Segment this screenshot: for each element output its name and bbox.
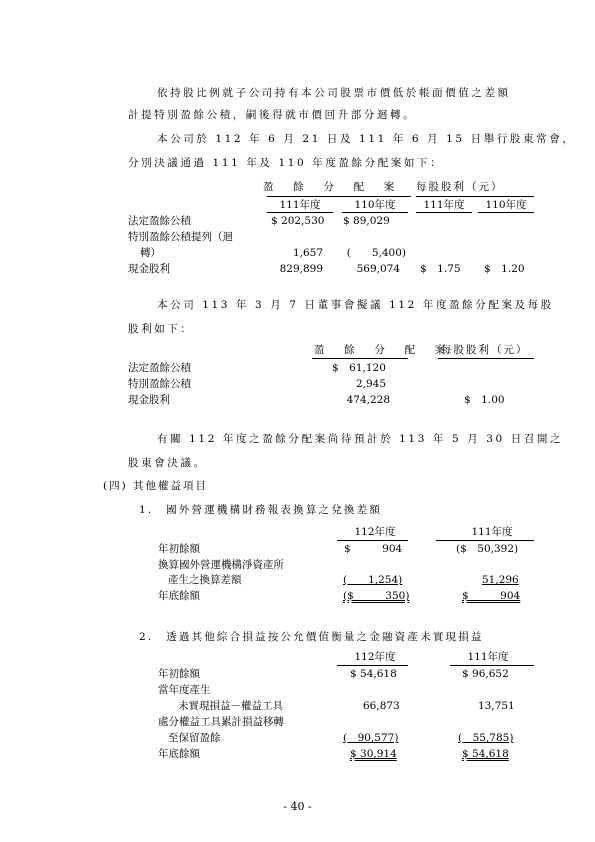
t1-col-div-110: 110年度 bbox=[485, 199, 527, 211]
t1-col-rule-c bbox=[416, 212, 472, 213]
sub2-row5-b: ( 55,785) bbox=[458, 732, 514, 744]
t2-header-rule-right bbox=[438, 358, 534, 359]
sub2-col-rule-b bbox=[450, 665, 534, 666]
sub2-row4-label: 處分權益工具累計損益移轉 bbox=[158, 716, 284, 728]
t1-header-rule-left bbox=[267, 196, 411, 197]
t2-r2-b: $ 1.00 bbox=[464, 394, 505, 406]
sub2-row5-a: ( 90,577) bbox=[343, 732, 399, 744]
t1-col-rule-a bbox=[267, 212, 333, 213]
para2-line2: 分別決議通過 111 年及 110 年度盈餘分配案如下： bbox=[128, 157, 444, 169]
sub1-row1-b: ($ 50,392) bbox=[456, 543, 519, 555]
sub2-row6-b: $ 54,618 bbox=[462, 748, 509, 760]
t1-header-dividend: 每股股利（元） bbox=[416, 181, 504, 193]
sub1-heading: 1. 國外營運機構財務報表換算之兌換差額 bbox=[139, 504, 383, 516]
t1-r3-a: 829,899 bbox=[279, 263, 323, 275]
t2-r2-a: 474,228 bbox=[346, 394, 390, 406]
sub2-row3-b: 13,751 bbox=[478, 700, 515, 712]
t1-header-rule-right bbox=[416, 196, 534, 197]
sub1-row4-label: 年底餘額 bbox=[158, 590, 200, 602]
para4-line2: 股東會決議。 bbox=[128, 457, 207, 469]
t1-r0-a: $ 202,530 bbox=[271, 215, 325, 227]
sub1-col-rule-a bbox=[337, 540, 408, 541]
t2-header-rule-left bbox=[312, 358, 408, 359]
t2-header-dividend: 每股股利（元） bbox=[441, 344, 529, 356]
sub1-row4-a: ($ 350) bbox=[343, 590, 410, 602]
t2-r1-a: 2,945 bbox=[355, 378, 386, 390]
t1-col-111: 111年度 bbox=[279, 199, 321, 211]
sub2-row3-a: 66,873 bbox=[363, 700, 400, 712]
sub2-row2-label: 當年度產生 bbox=[158, 684, 211, 696]
sub1-row3-b: 51,296 bbox=[482, 574, 519, 586]
sub1-row1-label: 年初餘額 bbox=[158, 543, 200, 555]
table-row-label: 法定盈餘公積 bbox=[128, 362, 191, 374]
sub2-col-111: 111年度 bbox=[467, 651, 509, 663]
sub1-col-rule-b bbox=[436, 540, 534, 541]
sub2-col-rule-a bbox=[337, 665, 408, 666]
t1-col-110: 110年度 bbox=[354, 199, 396, 211]
t1-r3-b: 569,074 bbox=[356, 263, 400, 275]
sub1-row4-b: $ 904 bbox=[462, 590, 521, 602]
sub1-row1-a: $ 904 bbox=[344, 543, 403, 555]
table-row-label: 特別盈餘公積提列（迴 bbox=[128, 231, 233, 243]
page-number: - 40 - bbox=[283, 800, 312, 813]
t1-col-rule-b bbox=[342, 212, 408, 213]
sub2-heading: 2. 透過其他綜合損益按公允價值衡量之金融資產未實現損益 bbox=[139, 631, 484, 643]
t1-col-div-111: 111年度 bbox=[423, 199, 465, 211]
t2-header-distribution: 盈 餘 分 配 案 bbox=[314, 344, 450, 356]
t1-r3-c: $ 1.75 bbox=[420, 263, 461, 275]
sub2-row1-a: $ 54,618 bbox=[350, 668, 397, 680]
sub2-row5-label: 至保留盈餘 bbox=[168, 732, 221, 744]
t1-header-distribution: 盈 餘 分 配 案 bbox=[263, 181, 399, 193]
table-row-label: 轉） bbox=[140, 247, 161, 259]
sub2-row6-a: $ 30,914 bbox=[350, 748, 397, 760]
table-row-label: 特別盈餘公積 bbox=[128, 378, 191, 390]
t1-col-rule-d bbox=[478, 212, 534, 213]
table-row-label: 現金股利 bbox=[128, 263, 170, 275]
para3-line1: 本公司 113 年 3 月 7 日董事會擬議 112 年度盈餘分配案及每股 bbox=[157, 299, 554, 311]
t1-r3-d: $ 1.20 bbox=[484, 263, 525, 275]
sub1-col-111: 111年度 bbox=[471, 526, 513, 538]
para1-line2: 計提特別盈餘公積，嗣後得就市價回升部分迴轉。 bbox=[128, 109, 417, 121]
sub2-row3-label: 未實現損益－權益工具 bbox=[178, 700, 283, 712]
sub1-row3-a: ( 1,254) bbox=[343, 574, 403, 586]
t2-r0-a: $ 61,120 bbox=[332, 362, 386, 374]
table-row-label: 現金股利 bbox=[128, 394, 170, 406]
table-row-label: 法定盈餘公積 bbox=[128, 215, 191, 227]
t1-r2-b: ( 5,400) bbox=[346, 247, 406, 259]
sub1-row2-label: 換算國外營運機構淨資產所 bbox=[158, 559, 284, 571]
sub2-row1-b: $ 96,652 bbox=[462, 668, 509, 680]
t1-r0-b: $ 89,029 bbox=[343, 215, 390, 227]
sub2-col-112: 112年度 bbox=[354, 651, 396, 663]
sub2-row6-label: 年底餘額 bbox=[158, 748, 200, 760]
section-heading: (四) 其他權益項目 bbox=[103, 480, 209, 492]
para1-line1: 依持股比例就子公司持有本公司股票市價低於帳面價值之差額 bbox=[157, 87, 511, 99]
para4-line1: 有關 112 年度之盈餘分配案尚待預計於 113 年 5 月 30 日召開之 bbox=[157, 433, 564, 445]
sub2-row1-label: 年初餘額 bbox=[158, 668, 200, 680]
sub1-row3-label: 產生之換算差額 bbox=[168, 574, 242, 586]
t1-r2-a: 1,657 bbox=[292, 247, 323, 259]
para2-line1: 本公司於 112 年 6 月 21 日及 111 年 6 月 15 日舉行股東常會， bbox=[157, 133, 576, 145]
sub1-col-112: 112年度 bbox=[354, 526, 396, 538]
para3-line2: 股利如下： bbox=[128, 323, 194, 335]
